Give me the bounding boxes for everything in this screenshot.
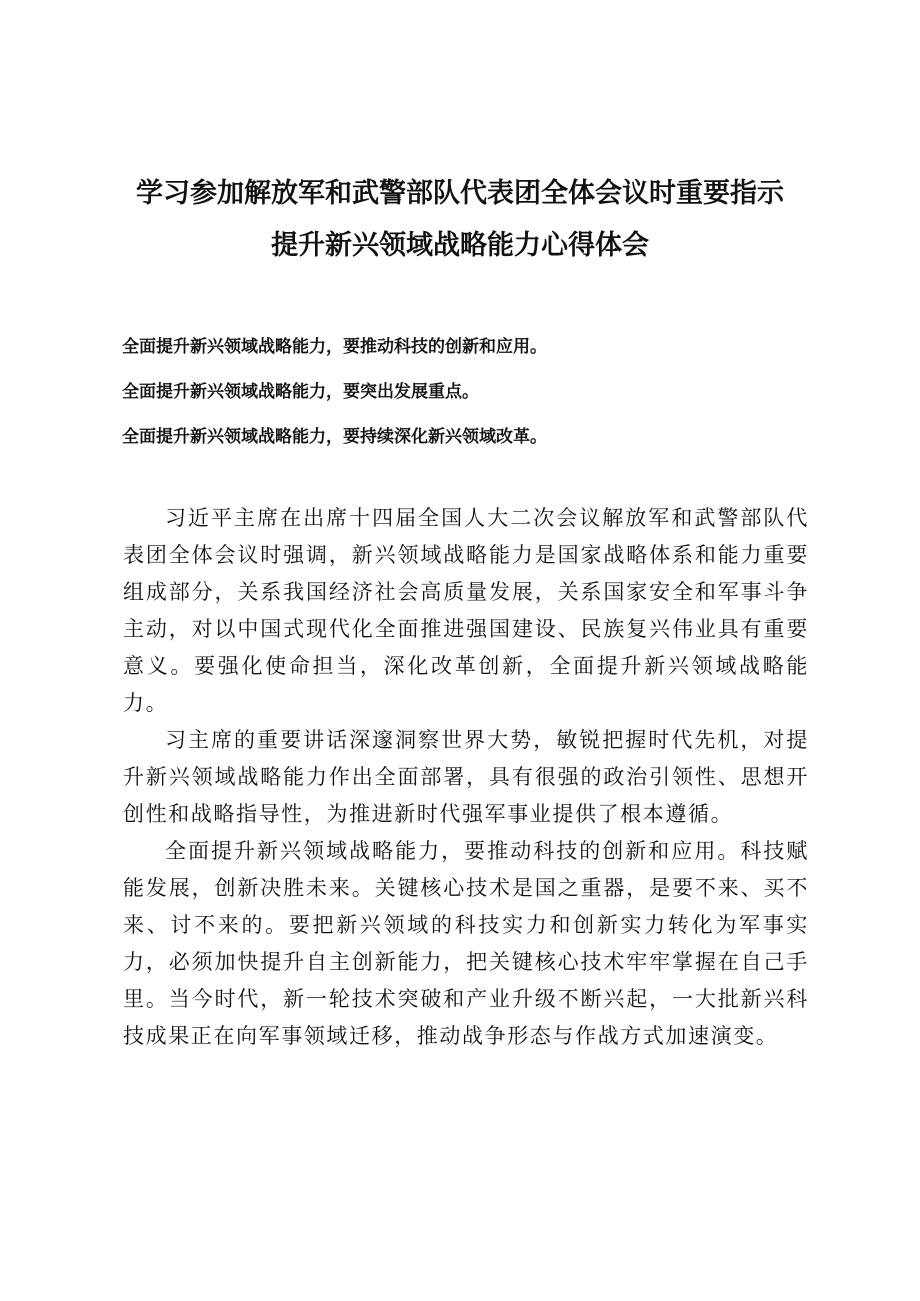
summary-point: 全面提升新兴领域战略能力，要推动科技的创新和应用。 (122, 337, 547, 357)
summary-point: 全面提升新兴领域战略能力，要突出发展重点。 (122, 382, 479, 402)
body-paragraph: 习近平主席在出席十四届全国人大二次会议解放军和武警部队代表团全体会议时强调，新兴领域战略能力是国家战略体系和能力重要组成部分，关系我国经济社会高质量发展，关系国家安全和军事斗争主动，对以中国式现代化全面推进强国建设、民族复兴伟业具有重要意义。要强化使命担当，深化改革创新，全面提升新兴领域战略能力。 (123, 506, 809, 715)
title-line-2: 提升新兴领域战略能力心得体会 (271, 230, 649, 261)
document-body (123, 500, 809, 1055)
title-line-1: 学习参加解放军和武警部队代表团全体会议时重要指示 (136, 178, 784, 209)
summary-point: 全面提升新兴领域战略能力，要持续深化新兴领域改革。 (122, 427, 547, 447)
body-paragraph: 全面提升新兴领域战略能力，要推动科技的创新和应用。科技赋能发展，创新决胜未来。关键核心技术是国之重器，是要不来、买不来、讨不来的。要把新兴领域的科技实力和创新实力转化为军事实力，必须加快提升自主创新能力，把关键核心技术牢牢掌握在自己手里。当今时代，新一轮技术突破和产业升级不断兴起，一大批新兴科技成果正在向军事领域迁移，推动战争形态与作战方式加速演变。 (123, 839, 809, 1048)
document-title (60, 168, 860, 272)
summary-points (122, 325, 822, 460)
body-paragraph: 习主席的重要讲话深邃洞察世界大势，敏锐把握时代先机，对提升新兴领域战略能力作出全面部署，具有很强的政治引领性、思想开创性和战略指导性，为推进新时代强军事业提供了根本遵循。 (123, 728, 809, 826)
